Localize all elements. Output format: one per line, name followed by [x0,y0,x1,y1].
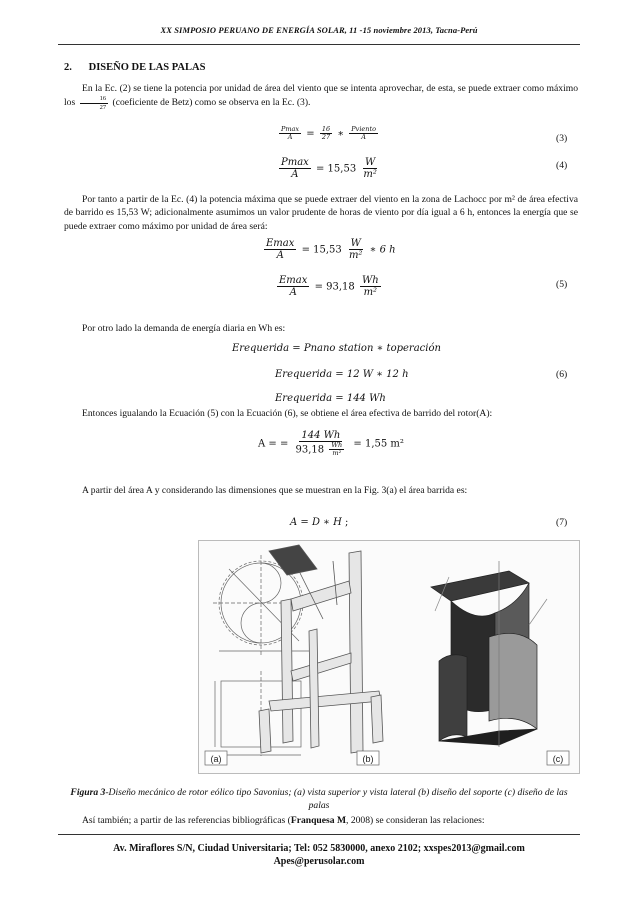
panel-b-label: (b) [362,754,374,764]
paragraph-betz [64,82,578,111]
equation-3: $\frac{Pmax}{A}$ = $\frac{16}{27}$ ∗ $\frac{\text{Pviento}}{A}$ [281,125,376,142]
equation-5-line-2: $\frac{Emax}{A}$ = 93,18 $\frac{Wh}{\text{m²}}$ [279,275,379,298]
panel-c-label: (c) [552,754,564,764]
footer-rule [58,834,580,835]
equation-4-label: (4) [556,160,568,171]
equation-5-line-1: $\frac{Emax}{A}$ = 15,53 $\frac{W}{\text{m²}}$ ∗ 6 h [266,238,396,261]
equation-4: $\frac{Pmax}{A}$ = 15,53 $\frac{W}{\text{m²}}$ [281,157,377,180]
para1-text-a: En la Ec. (2) se tiene la potencia por unidad de área del viento que se intenta aprovechar, de esta, se puede extraer como máximo los [64,83,578,109]
equation-3-label: (3) [556,133,568,144]
paragraph-demand: Por otro lado la demanda de energía diaria en Wh es: [82,323,286,334]
figure-caption [60,787,578,812]
equation-area: A = = 144 Wh 93,18 $\frac{Wh}{\text{m²}}$ = 1,55 m² [258,430,404,458]
figure-savonius-rotor [198,540,580,774]
equation-6-line-1: Erequerida = Pnano station ∗ toperación [232,343,441,354]
equation-6-line-3: Erequerida = 144 Wh [275,393,386,404]
equation-6-line-2: Erequerida = 12 W ∗ 12 h [275,369,409,380]
panel-a-label: (a) [210,754,222,764]
figure-caption-text: -Diseño mecánico de rotor eólico tipo Savonius; (a) vista superior y vista lateral (b) diseño del soporte (c) diseño de las palas [105,787,568,811]
para1-text-b: (coeficiente de Betz) como se observa en la Ec. (3). [112,97,311,109]
paragraph-relations: Así también; a partir de las referencias bibliográficas (Franquesa M, 2008) se consideran las relaciones: [82,815,485,826]
section-heading [64,62,205,73]
panel-b-drawing [259,545,383,753]
figure-drawings [199,541,579,773]
reference-author: Franquesa M [290,815,347,826]
header-rule [58,44,580,45]
equation-6-label: (6) [556,369,568,380]
equation-7-label: (7) [556,517,568,528]
page-footer [0,842,638,868]
section-number: 2. [64,62,72,73]
panel-c-drawing [431,561,547,747]
figure-caption-label: Figura 3 [70,787,106,798]
equation-7: A = D ∗ H ; [290,517,349,528]
section-title: DISEÑO DE LAS PALAS [88,62,206,73]
betz-fraction: $\frac{16}{27}$ [80,95,109,111]
paragraph-energy: Por tanto a partir de la Ec. (4) la potencia máxima que se puede extraer del viento en la zona de Lachocc por m² de área efectiva de barrido es 15,53 W; adicionalmente asumimos un valor prudente de horas de viento por día igual a 6 h, entonces la energía que se puede extraer como máximo por unidad de área será: [64,194,578,232]
footer-email: Apes@perusolar.com [273,856,365,867]
equation-5-label: (5) [556,279,568,290]
paragraph-swept-area: A partir del área A y considerando las dimensiones que se muestran en la Fig. 3(a) el área barrida es: [82,485,468,496]
paragraph-equate: Entonces igualando la Ecuación (5) con la Ecuación (6), se obtiene el área efectiva de barrido del rotor(A): [82,408,493,419]
footer-address: Av. Miraflores S/N, Ciudad Universitaria; Tel: 052 5830000, anexo 2102; xxspes2013@gmail.com [113,843,525,854]
page-header: XX SIMPOSIO PERUANO DE ENERGÍA SOLAR, 11 -15 noviembre 2013, Tacna-Perú [160,25,478,35]
